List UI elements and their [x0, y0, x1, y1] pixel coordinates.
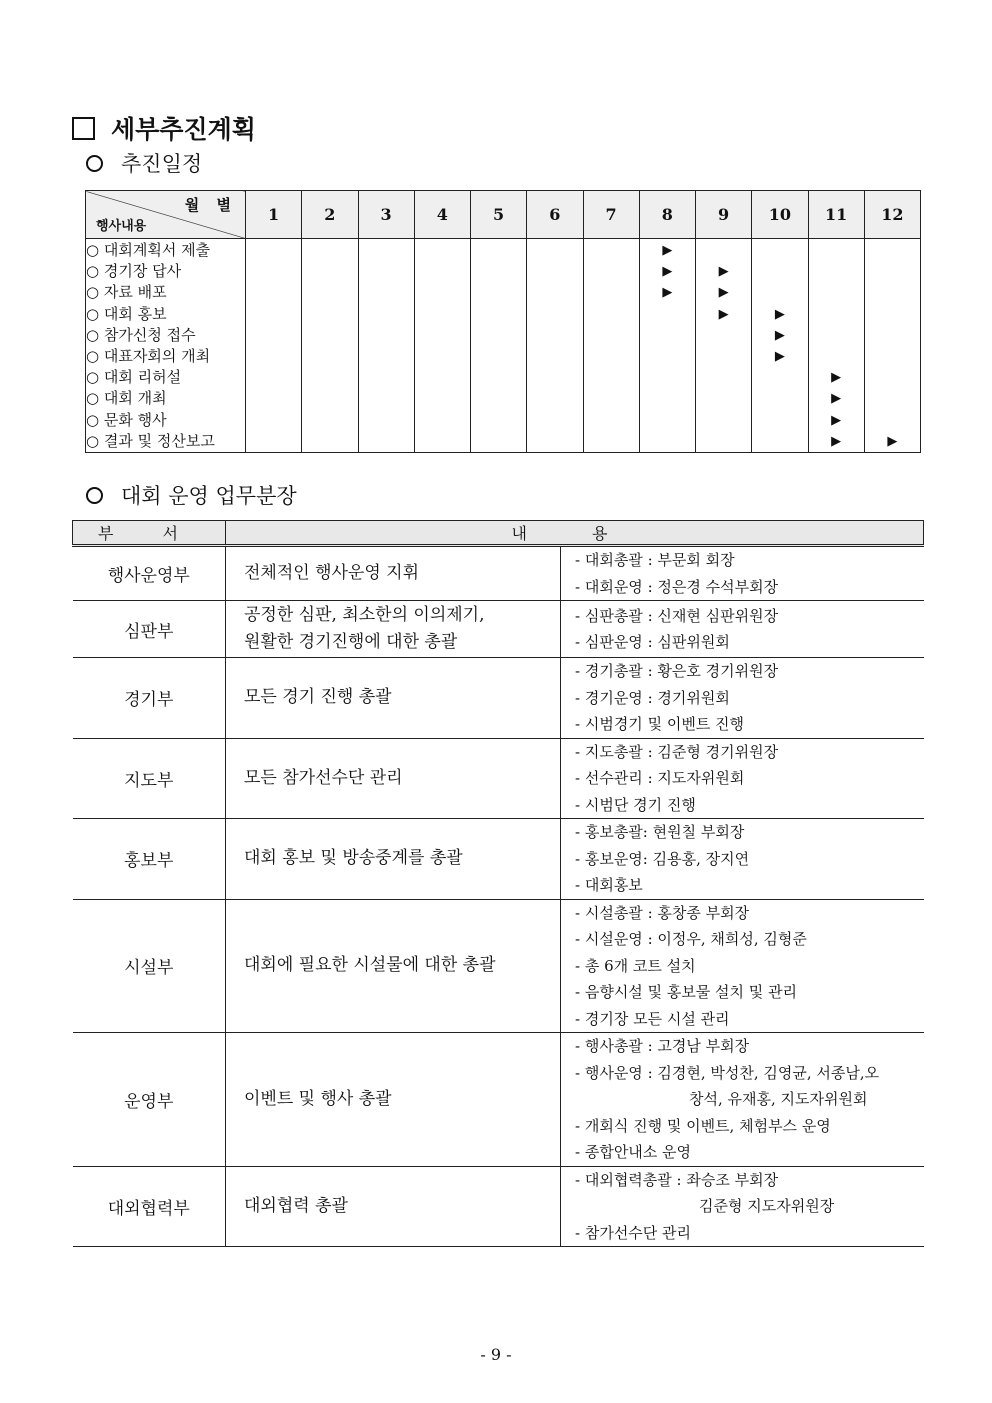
schedule-slot [415, 388, 470, 409]
schedule-slot [865, 346, 920, 367]
month-column-10 [752, 239, 808, 453]
schedule-marker-icon: ▶ [774, 306, 785, 322]
detail-line: - 행사총괄 : 고경남 부회장 [575, 1037, 750, 1055]
schedule-slot [302, 367, 357, 388]
role-cell [226, 738, 561, 819]
duty-row [73, 738, 924, 819]
schedule-slot [584, 240, 639, 261]
schedule-slot [696, 325, 751, 346]
schedule-slot [640, 304, 695, 325]
detail-line: - 경기장 모든 시설 관리 [575, 1009, 730, 1028]
schedule-slot [302, 388, 357, 409]
schedule-slot [471, 346, 526, 367]
schedule-slot [302, 304, 357, 325]
schedule-slot [584, 367, 639, 388]
detail-line: - 심판총괄 : 신재현 심판위원장 [575, 606, 779, 625]
schedule-marker-icon: ▶ [774, 349, 785, 365]
month-column-3 [358, 239, 414, 453]
schedule-slot [471, 367, 526, 388]
schedule-slot [246, 282, 301, 303]
role-cell [226, 819, 561, 900]
schedule-slot [246, 325, 301, 346]
schedule-slot [640, 388, 695, 409]
title-text: 세부추진계획 [111, 115, 256, 144]
details-cell [561, 1033, 924, 1167]
details-cell [561, 899, 924, 1033]
schedule-marker-icon: ▶ [774, 327, 785, 343]
schedule-slot [527, 282, 582, 303]
month-header: 2 [302, 191, 358, 239]
schedule-slot [865, 261, 920, 282]
role-line: 전체적인 행사운영 지휘 [244, 563, 420, 583]
detail-line: 김준형 지도자위원장 [699, 1197, 835, 1215]
role-line: 대외협력 총괄 [244, 1195, 348, 1216]
schedule-slot [809, 346, 864, 367]
event-item: ○ 문화 행사 [86, 410, 167, 429]
schedule-slot [752, 282, 807, 303]
schedule-slot [865, 388, 920, 409]
schedule-slot [527, 431, 582, 452]
schedule-slot [359, 240, 414, 261]
schedule-slot [246, 304, 301, 325]
schedule-slot [415, 346, 470, 367]
detail-line: - 시설운영 : 이정우, 채희성, 김형준 [575, 930, 807, 948]
schedule-slot [696, 367, 751, 388]
schedule-slot [246, 240, 301, 261]
role-line: 원활한 경기진행에 대한 총괄 [244, 632, 458, 652]
section-title [72, 110, 256, 146]
event-item: ○ 결과 및 정산보고 [86, 431, 215, 450]
schedule-slot [471, 431, 526, 452]
month-column-2 [302, 239, 358, 453]
detail-line: - 경기총괄 : 황은호 경기위원장 [575, 662, 779, 680]
schedule-slot [246, 261, 301, 282]
role-cell [226, 1033, 561, 1167]
schedule-marker-icon: ▶ [718, 306, 729, 322]
schedule-corner-cell [86, 191, 246, 239]
detail-line: - 음향시설 및 홍보물 설치 및 관리 [575, 983, 798, 1001]
schedule-slot [865, 282, 920, 303]
schedule-slot [415, 431, 470, 452]
schedule-slot [696, 388, 751, 409]
schedule-marker-icon: ▶ [662, 285, 673, 301]
detail-line: - 대회운영 : 정은경 수석부회장 [575, 577, 779, 596]
role-cell [226, 546, 561, 601]
schedule-slot [865, 410, 920, 431]
detail-line: 창석, 유재홍, 지도자위원회 [689, 1090, 868, 1108]
schedule-slot [359, 304, 414, 325]
subsection-duties-text: 대회 운영 업무분장 [121, 484, 297, 508]
schedule-slot [415, 367, 470, 388]
schedule-slot [809, 240, 864, 261]
details-cell [561, 546, 924, 601]
detail-line: - 참가선수단 관리 [575, 1223, 692, 1242]
schedule-slot [302, 282, 357, 303]
schedule-marker-icon: ▶ [831, 370, 842, 386]
schedule-slot [359, 282, 414, 303]
schedule-marker-icon: ▶ [662, 264, 673, 280]
details-cell [561, 819, 924, 900]
schedule-slot [527, 325, 582, 346]
duty-row [73, 819, 924, 900]
schedule-slot [752, 240, 807, 261]
schedule-marker-icon: ▶ [662, 243, 673, 258]
content-header: 내 용 [226, 521, 924, 546]
role-line: 대회에 필요한 시설물에 대한 총괄 [244, 955, 496, 976]
detail-line: - 지도총괄 : 김준형 경기위원장 [575, 742, 779, 761]
detail-line: - 총 6개 코트 설치 [575, 956, 696, 975]
schedule-slot [246, 367, 301, 388]
detail-line: - 홍보운영: 김용홍, 장지연 [575, 849, 750, 868]
details-cell [561, 601, 924, 658]
month-column-4 [414, 239, 470, 453]
schedule-slot [584, 388, 639, 409]
schedule-slot [584, 261, 639, 282]
detail-line: - 개회식 진행 및 이벤트, 체험부스 운영 [575, 1116, 831, 1135]
schedule-slot [584, 346, 639, 367]
event-item: ○ 경기장 답사 [86, 262, 182, 281]
duty-row [73, 658, 924, 739]
event-item: ○ 대회 개최 [86, 389, 167, 408]
schedule-slot [584, 410, 639, 431]
role-cell [226, 1166, 561, 1247]
schedule-slot [752, 261, 807, 282]
schedule-slot [752, 367, 807, 388]
schedule-slot [415, 410, 470, 431]
month-header: 1 [246, 191, 302, 239]
month-column-12 [864, 239, 920, 453]
role-cell [226, 658, 561, 739]
month-header: 8 [639, 191, 695, 239]
schedule-slot [527, 261, 582, 282]
month-header: 4 [414, 191, 470, 239]
schedule-slot [359, 388, 414, 409]
schedule-slot [809, 325, 864, 346]
schedule-marker-icon: ▶ [718, 264, 729, 280]
duty-row [73, 1033, 924, 1167]
month-header: 3 [358, 191, 414, 239]
event-item: ○ 참가신청 접수 [86, 325, 196, 344]
subsection-schedule [86, 148, 202, 178]
month-header: 10 [752, 191, 808, 239]
schedule-slot [471, 410, 526, 431]
schedule-marker-icon: ▶ [887, 433, 898, 449]
duty-row [73, 899, 924, 1033]
checkbox-square-icon [72, 117, 95, 140]
dept-cell: 심판부 [73, 601, 226, 658]
role-line: 이벤트 및 행사 총괄 [244, 1088, 392, 1109]
schedule-slot [865, 325, 920, 346]
schedule-slot [584, 282, 639, 303]
schedule-slot [527, 346, 582, 367]
schedule-slot [584, 431, 639, 452]
duty-row [73, 601, 924, 658]
detail-line: - 선수관리 : 지도자위원회 [575, 769, 745, 787]
dept-cell: 대외협력부 [73, 1166, 226, 1247]
detail-line: - 대회홍보 [575, 876, 643, 894]
schedule-table [85, 190, 921, 453]
corner-month-label: 월 별 [184, 196, 237, 214]
duties-table [72, 520, 924, 1247]
schedule-slot [640, 325, 695, 346]
schedule-slot [696, 410, 751, 431]
details-cell [561, 658, 924, 739]
schedule-slot [752, 431, 807, 452]
detail-line: - 시범단 경기 진행 [575, 795, 696, 814]
role-line: 모든 경기 진행 총괄 [244, 687, 392, 708]
subsection-duties [86, 480, 297, 510]
schedule-slot [415, 325, 470, 346]
role-line: 공정한 심판, 최소한의 이의제기, [244, 605, 485, 625]
schedule-slot [865, 240, 920, 261]
details-cell [561, 1166, 924, 1247]
dept-cell: 홍보부 [73, 819, 226, 900]
month-header: 12 [864, 191, 920, 239]
schedule-slot [415, 240, 470, 261]
event-item: ○ 대표자회의 개최 [86, 347, 211, 366]
schedule-slot [246, 346, 301, 367]
month-header: 5 [471, 191, 527, 239]
page-number: - 9 - [480, 1345, 512, 1364]
schedule-slot [865, 304, 920, 325]
month-column-1 [246, 239, 302, 453]
detail-line: - 시설총괄 : 홍창종 부회장 [575, 903, 750, 922]
schedule-slot [359, 346, 414, 367]
schedule-slot [527, 410, 582, 431]
duty-row [73, 546, 924, 601]
circle-bullet-icon [86, 155, 103, 172]
schedule-slot [471, 261, 526, 282]
schedule-slot [752, 410, 807, 431]
detail-line: - 경기운영 : 경기위원회 [575, 688, 730, 707]
schedule-slot [359, 410, 414, 431]
schedule-slot [809, 282, 864, 303]
dept-header: 부 서 [73, 521, 226, 546]
schedule-slot [471, 304, 526, 325]
dept-cell: 지도부 [73, 738, 226, 819]
corner-event-label: 행사내용 [96, 219, 147, 234]
schedule-slot [302, 346, 357, 367]
schedule-body-row [86, 239, 921, 453]
month-column-6 [527, 239, 583, 453]
schedule-slot [415, 304, 470, 325]
detail-line: - 심판운영 : 심판위원회 [575, 633, 730, 651]
detail-line: - 종합안내소 운영 [575, 1143, 692, 1161]
details-cell [561, 738, 924, 819]
schedule-slot [359, 261, 414, 282]
event-item: ○ 대회 리허설 [86, 368, 182, 387]
schedule-slot [696, 431, 751, 452]
dept-cell: 경기부 [73, 658, 226, 739]
month-header: 7 [583, 191, 639, 239]
dept-cell: 운영부 [73, 1033, 226, 1167]
event-item: ○ 대회계획서 제출 [86, 241, 211, 259]
duty-row [73, 1166, 924, 1247]
detail-line: - 시범경기 및 이벤트 진행 [575, 715, 745, 733]
schedule-slot [359, 367, 414, 388]
schedule-slot [527, 367, 582, 388]
schedule-marker-icon: ▶ [831, 412, 842, 428]
schedule-slot [471, 282, 526, 303]
schedule-slot [302, 431, 357, 452]
schedule-slot [809, 304, 864, 325]
schedule-slot [640, 410, 695, 431]
event-list-cell [86, 239, 246, 453]
event-item: ○ 자료 배포 [86, 283, 167, 302]
schedule-slot [696, 240, 751, 261]
schedule-slot [415, 261, 470, 282]
role-cell [226, 601, 561, 658]
schedule-slot [865, 367, 920, 388]
schedule-slot [752, 388, 807, 409]
month-column-5 [471, 239, 527, 453]
circle-bullet-icon [86, 487, 103, 504]
dept-cell: 행사운영부 [73, 546, 226, 601]
month-column-7 [583, 239, 639, 453]
schedule-slot [359, 431, 414, 452]
schedule-marker-icon: ▶ [831, 433, 842, 449]
month-header: 11 [808, 191, 864, 239]
schedule-slot [527, 240, 582, 261]
schedule-slot [302, 261, 357, 282]
role-line: 모든 참가선수단 관리 [244, 767, 403, 788]
schedule-slot [584, 325, 639, 346]
schedule-slot [302, 325, 357, 346]
schedule-slot [640, 431, 695, 452]
schedule-marker-icon: ▶ [831, 391, 842, 407]
month-column-9 [696, 239, 752, 453]
schedule-slot [302, 410, 357, 431]
detail-line: - 대외협력총괄 : 좌승조 부회장 [575, 1170, 779, 1189]
role-cell [226, 899, 561, 1033]
schedule-slot [696, 346, 751, 367]
schedule-slot [246, 431, 301, 452]
detail-line: - 홍보총괄: 현원칠 부회장 [575, 823, 745, 841]
role-line: 대회 홍보 및 방송중계를 총괄 [244, 848, 463, 869]
schedule-slot [640, 367, 695, 388]
schedule-marker-icon: ▶ [718, 285, 729, 301]
event-item: ○ 대회 홍보 [86, 304, 167, 323]
subsection-schedule-text: 추진일정 [121, 152, 203, 176]
dept-cell: 시설부 [73, 899, 226, 1033]
schedule-slot [359, 325, 414, 346]
detail-line: - 행사운영 : 김경현, 박성찬, 김영균, 서종남,오 [575, 1063, 880, 1082]
schedule-slot [246, 410, 301, 431]
schedule-slot [246, 388, 301, 409]
month-header: 9 [696, 191, 752, 239]
schedule-slot [809, 261, 864, 282]
schedule-slot [471, 240, 526, 261]
detail-line: - 대회총괄 : 부문회 회장 [575, 551, 735, 569]
month-column-11 [808, 239, 864, 453]
schedule-slot [471, 325, 526, 346]
schedule-slot [415, 282, 470, 303]
schedule-slot [640, 346, 695, 367]
schedule-slot [527, 388, 582, 409]
month-column-8 [639, 239, 695, 453]
schedule-slot [302, 240, 357, 261]
schedule-slot [527, 304, 582, 325]
schedule-slot [471, 388, 526, 409]
month-header: 6 [527, 191, 583, 239]
schedule-slot [584, 304, 639, 325]
